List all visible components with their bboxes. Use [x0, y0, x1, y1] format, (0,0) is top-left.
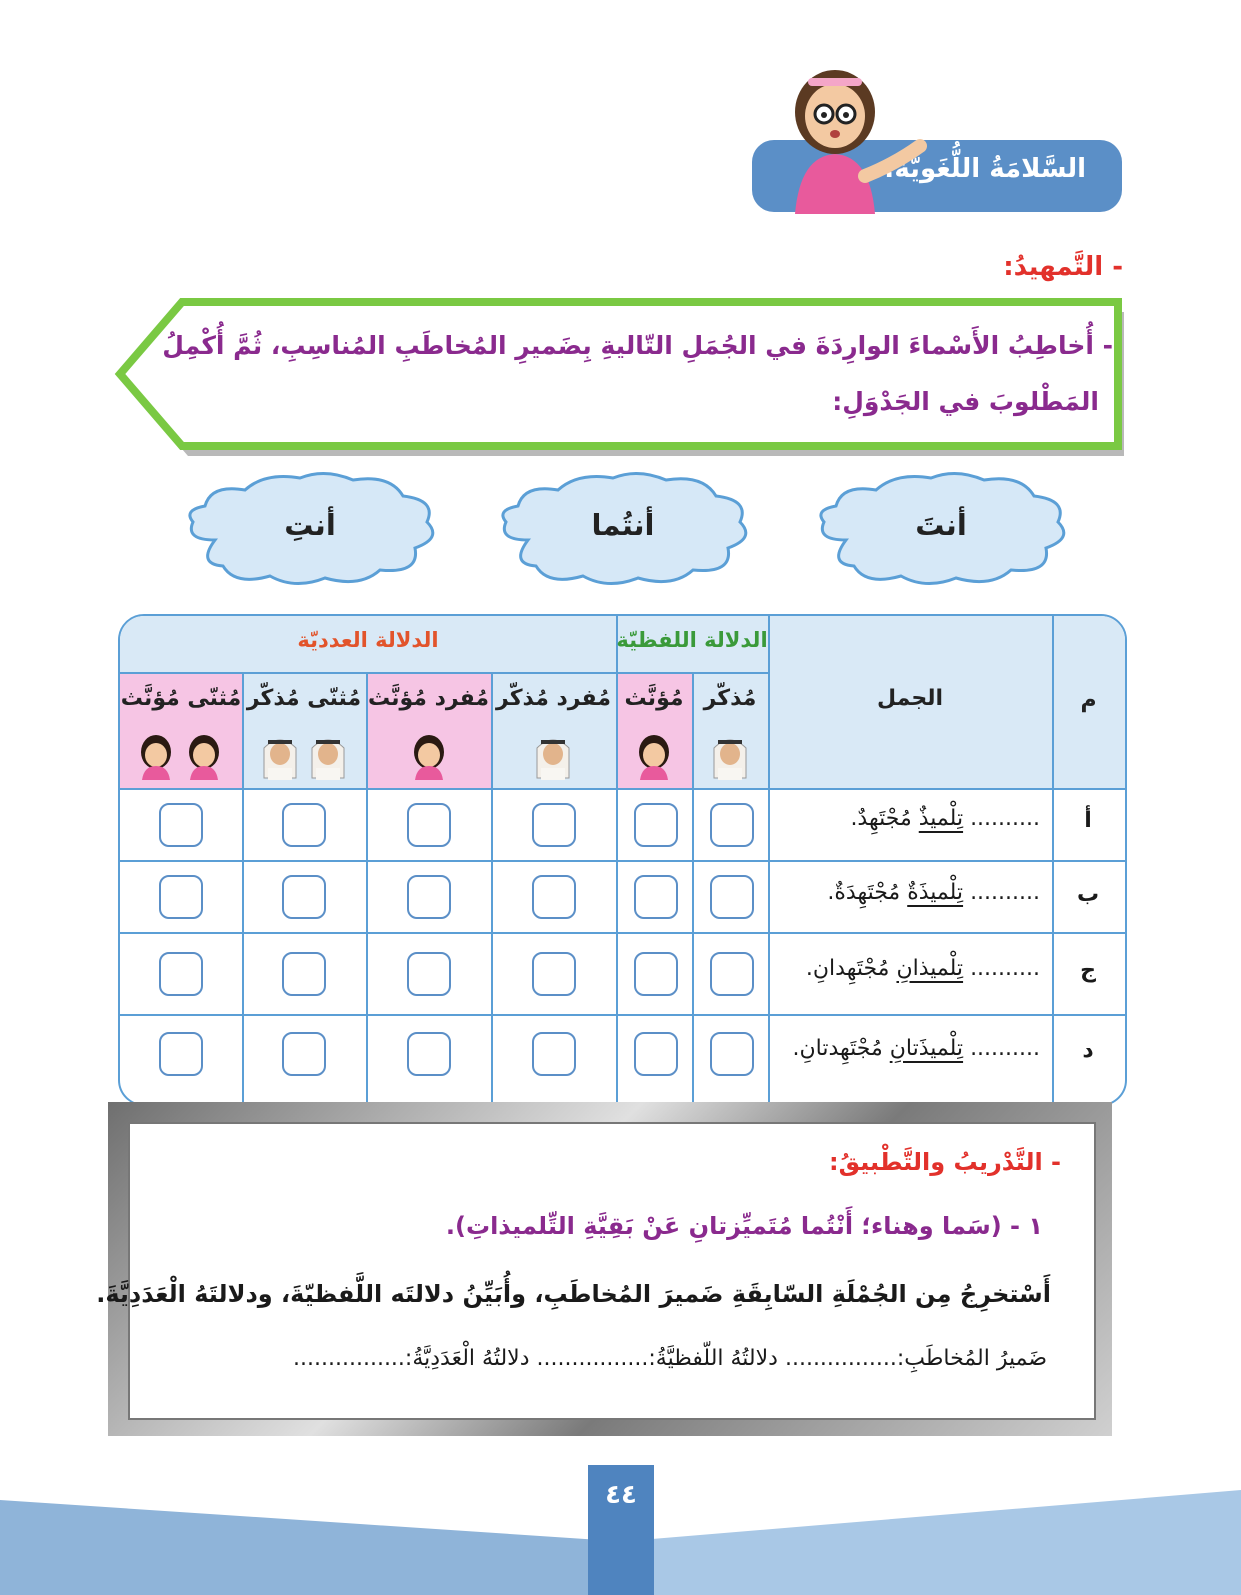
subcol-feminine: مُؤنَّث [624, 686, 684, 711]
answer-checkbox[interactable] [159, 1032, 203, 1076]
practice-heading: - التَّدْريبُ والتَّطْبيقُ: [829, 1148, 1061, 1176]
table-row-sentence: .......... تِلْميذَةٌ مُجْتَهِدَةٌ. [827, 880, 1040, 905]
group-numeric-header: الدلالة العدديّة [297, 628, 439, 652]
boy-icon [535, 732, 571, 780]
pronoun-cloud-1 [806, 470, 1076, 590]
answer-checkbox[interactable] [282, 803, 326, 847]
answer-checkbox[interactable] [710, 803, 754, 847]
pronoun-cloud-2 [488, 470, 758, 590]
subcol-dual-masculine: مُثنّى مُذكّر [246, 686, 362, 711]
answer-checkbox[interactable] [634, 803, 678, 847]
pronoun-label: أنتُما [591, 508, 655, 542]
pronoun-label: أنتَ [915, 508, 967, 542]
answer-checkbox[interactable] [532, 803, 576, 847]
subcol-singular-masculine: مُفرد مُذكّر [496, 686, 611, 711]
table-row-sentence: .......... تِلْميذٌ مُجْتَهِدٌ. [850, 806, 1040, 831]
answer-checkbox[interactable] [407, 875, 451, 919]
answer-checkbox[interactable] [532, 952, 576, 996]
girl-icon [636, 732, 672, 780]
instruction-line-1: - أُخاطِبُ الأَسْماءَ الوارِدَةَ في الجُمَلِ التّاليةِ بِضَميرِ المُخاطَبِ المُناسِبِ، ثُمَّ أُكْمِلُ [162, 331, 1113, 360]
pronoun-label: أنتِ [284, 508, 336, 542]
page-number: ٤٤ [588, 1465, 654, 1595]
answer-checkbox[interactable] [710, 875, 754, 919]
practice-question-1: ١ - (سَما وهناء؛ أَنْتُما مُتَميِّزتانِ عَنْ بَقِيَّةِ التِّلميذاتِ). [445, 1212, 1043, 1240]
instruction-text [153, 318, 1113, 430]
answer-checkbox[interactable] [159, 875, 203, 919]
table-row-sentence: .......... تِلْميذَتانِ مُجْتَهِدتانِ. [792, 1036, 1040, 1061]
answer-checkbox[interactable] [159, 803, 203, 847]
group-verbal-header: الدلالة اللفظيّة [616, 628, 768, 652]
girl-character-illustration [770, 64, 930, 214]
answer-checkbox[interactable] [282, 875, 326, 919]
boy-icon [712, 732, 748, 780]
col-index-header: م [1080, 688, 1097, 713]
answer-checkbox[interactable] [532, 875, 576, 919]
answer-checkbox[interactable] [407, 803, 451, 847]
intro-heading: - التَّمهيدُ: [1003, 252, 1123, 282]
boy-icon [262, 732, 298, 780]
answer-checkbox[interactable] [634, 875, 678, 919]
subcol-masculine: مُذكّر [703, 686, 757, 711]
girl-icon [411, 732, 447, 780]
table-row-sentence: .......... تِلْميذانِ مُجْتَهِدانِ. [805, 956, 1040, 981]
row-label: ج [1080, 958, 1096, 983]
girl-icon [138, 732, 174, 780]
row-label: د [1082, 1038, 1094, 1063]
answer-checkbox[interactable] [407, 952, 451, 996]
practice-answer-line[interactable]: ضَميرُ المُخاطَبِ:................ دلالتُهُ اللّفظيَّةُ:................ دلالتُهُ الْعَدَدِيَّةُ:................ [293, 1346, 1047, 1371]
answer-checkbox[interactable] [282, 1032, 326, 1076]
answer-checkbox[interactable] [282, 952, 326, 996]
classification-table [118, 614, 1127, 1106]
subcol-dual-feminine: مُثنّى مُؤنَّث [120, 686, 242, 711]
section-title: السَّلامَةُ اللُّغَويَّةُ: [884, 154, 1086, 184]
answer-checkbox[interactable] [710, 952, 754, 996]
answer-checkbox[interactable] [532, 1032, 576, 1076]
row-label: أ [1084, 808, 1092, 833]
row-label: ب [1076, 882, 1100, 907]
girl-icon [186, 732, 222, 780]
instruction-line-2: المَطْلوبَ في الجَدْوَلِ: [832, 387, 1099, 416]
answer-checkbox[interactable] [407, 1032, 451, 1076]
answer-checkbox[interactable] [159, 952, 203, 996]
col-sentences-header: الجمل [876, 686, 944, 711]
boy-icon [310, 732, 346, 780]
answer-checkbox[interactable] [710, 1032, 754, 1076]
pronoun-cloud-3 [175, 470, 445, 590]
practice-instruction: أَسْتخرِجُ مِن الجُمْلَةِ السّابِقَةِ ضَميرَ المُخاطَبِ، وأُبَيِّنُ دلالتَه اللَّفظيّةَ، ودلالتَهُ الْعَدَدِيَّةَ. [96, 1280, 1051, 1308]
subcol-singular-feminine: مُفرد مُؤنَّث [367, 686, 490, 711]
answer-checkbox[interactable] [634, 952, 678, 996]
answer-checkbox[interactable] [634, 1032, 678, 1076]
